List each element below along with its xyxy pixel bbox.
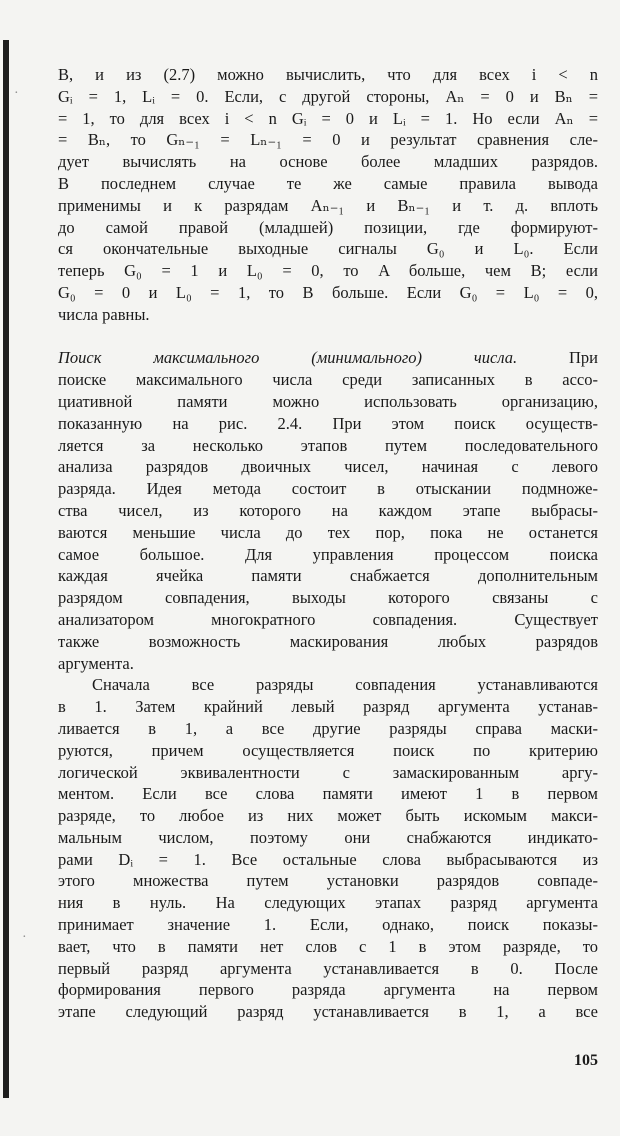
text-line: ства чисел, из которого на каждом этапе выбрасы- — [58, 500, 598, 520]
text-line: Сначала все разряды совпадения устанавливаются — [92, 675, 598, 695]
text-line: B, и из (2.7) можно вычислить, что для всех i < n — [58, 65, 598, 84]
text-line: первый разряд аргумента устанавливается в 0. После — [58, 958, 598, 978]
text-line: ния в нуль. На следующих этапах разряд аргумента — [58, 893, 598, 913]
text-line: анализа разрядов двоичных чисел, начиная с левого — [58, 457, 598, 477]
text-line: вает, что в памяти нет слов с 1 в этом разряде, то — [58, 936, 598, 956]
text-line: этого множества путем установки разрядов совпаде- — [58, 871, 598, 891]
text-line: самое большое. Для управления процессом поиска — [58, 544, 598, 564]
text-line: ментом. Если все слова памяти имеют 1 в первом — [58, 784, 598, 804]
text-line: G₀ = 0 и L₀ = 1, то B больше. Если G₀ = L₀ = 0, — [58, 282, 598, 302]
text-line: логической эквивалентности с замаскированным аргу- — [58, 762, 598, 782]
text-line: каждая ячейка памяти снабжается дополнительным — [58, 566, 598, 586]
text-line: ваются меньшие числа до тех пор, пока не останется — [58, 522, 598, 542]
text-line: разрядом совпадения, выходы которого связаны с — [58, 588, 598, 608]
page-number: 105 — [574, 1052, 598, 1069]
text-line: циативной памяти можно использовать организацию, — [58, 391, 598, 411]
runin-heading: Поиск максимального (минимального) числа. — [58, 348, 518, 368]
text-line: рами Dᵢ = 1. Все остальные слова выбрасываются из — [58, 849, 598, 869]
paragraph-comparison-rules — [58, 64, 598, 326]
paragraph-search-procedure — [58, 674, 598, 1023]
text-line: дует вычислять на основе более младших разрядов. — [58, 152, 598, 172]
text-line: аргумента. — [58, 653, 134, 673]
text-line: до самой правой (младшей) позиции, где формируют- — [58, 217, 598, 237]
text-line: числа равны. — [58, 304, 150, 324]
text-line: анализатором многократного совпадения. Существует — [58, 609, 598, 629]
text-line: ливается в 1, а все другие разряды справа маски- — [58, 718, 598, 738]
text-line: показанную на рис. 2.4. При этом поиск осуществ- — [58, 413, 598, 433]
text-line: = Bₙ, то Gₙ₋₁ = Lₙ₋₁ = 0 и результат сравнения сле- — [58, 130, 598, 150]
text-line: теперь G₀ = 1 и L₀ = 0, то A больше, чем B; если — [58, 261, 598, 281]
text-line: Gᵢ = 1, Lᵢ = 0. Если, с другой стороны, Aₙ = 0 и Bₙ = — [58, 86, 598, 106]
scan-speck: · — [22, 930, 27, 945]
text-line: в 1. Затем крайний левый разряд аргумента устанав- — [58, 697, 598, 717]
text-line: поиске максимального числа среди записанных в ассо- — [58, 370, 598, 390]
text-line: разряда. Идея метода состоит в отыскании подмноже- — [58, 479, 598, 499]
paragraph-max-search — [58, 347, 598, 674]
text-line: применимы и к разрядам Aₙ₋₁ и Bₙ₋₁ и т. д. вплоть — [58, 195, 598, 215]
text-column — [58, 64, 598, 1023]
text-line: ся окончательные выходные сигналы G₀ и L₀. Если — [58, 239, 598, 259]
scan-speck: · — [14, 86, 19, 101]
page-edge-rule — [3, 40, 9, 1098]
text-line: ляется за несколько этапов путем последовательного — [58, 435, 598, 455]
text-line: этапе следующий разряд устанавливается в 1, а все — [58, 1002, 598, 1022]
text-fragment: При — [569, 348, 598, 368]
text-line: формирования первого разряда аргумента на первом — [58, 980, 598, 1000]
text-line: разряде, то любое из них может быть искомым макси- — [58, 806, 598, 826]
text-line: принимает значение 1. Если, однако, поиск показы- — [58, 915, 598, 935]
text-line: В последнем случае те же самые правила вывода — [58, 173, 598, 193]
text-line: = 1, то для всех i < n Gᵢ = 0 и Lᵢ = 1. Но если Aₙ = — [58, 108, 598, 128]
text-line — [58, 347, 598, 369]
text-line: руются, причем осуществляется поиск по критерию — [58, 740, 598, 760]
paragraph-spacer — [58, 326, 598, 348]
text-line: мальным числом, поэтому они снабжаются индикато- — [58, 827, 598, 847]
text-line: также возможность маскирования любых разрядов — [58, 631, 598, 651]
